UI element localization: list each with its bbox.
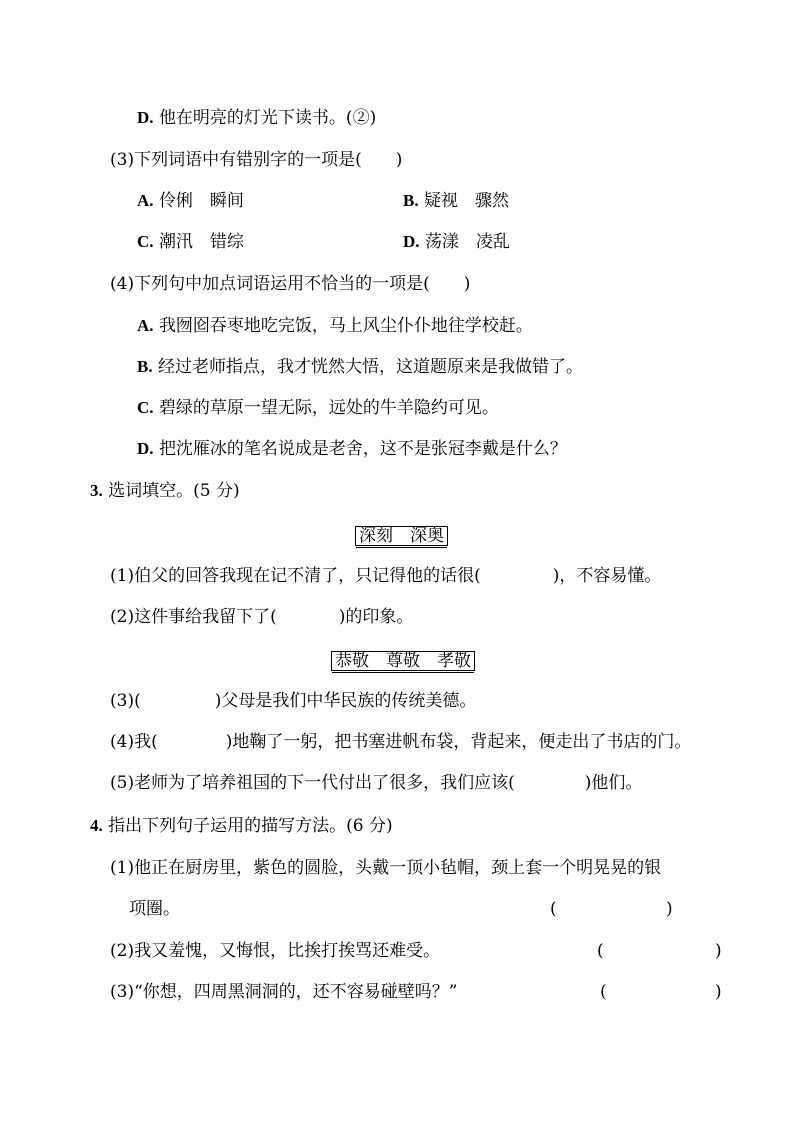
option-letter: A. [137, 316, 154, 335]
q4-item-3-answer-close: ) [715, 982, 722, 1002]
q2-3-option-b [403, 191, 509, 211]
option-text: 潮汛 错综 [158, 232, 244, 252]
option-text: 经过老师指点，我才恍然大悟，这道题原来是我做错了。 [158, 357, 583, 377]
word-box-1: 深刻 深奥 [355, 526, 448, 546]
option-text: 我囫囵吞枣地吃完饭，马上风尘仆仆地往学校赶。 [158, 316, 533, 336]
q3-item-5 [110, 773, 642, 793]
q4-item-1-answer-open: ( [550, 899, 557, 919]
option-letter: D. [137, 439, 154, 458]
q3-item-3 [110, 691, 476, 711]
item-text-after: )地鞠了一躬，把书塞进帆布袋，背起来，便走出了书店的门。 [225, 732, 692, 752]
item-text-before: (3)( [110, 691, 141, 711]
question-title: 指出下列句子运用的描写方法。(6 分) [108, 816, 393, 836]
option-letter: D. [137, 108, 154, 127]
option-text: 把沈雁冰的笔名说成是老舍，这不是张冠李戴是什么？ [158, 439, 567, 459]
q2-4-option-c [137, 398, 499, 418]
q3-item-4 [110, 732, 691, 752]
question-number: 4. [90, 816, 103, 835]
option-letter: C. [137, 398, 154, 417]
option-text: 碧绿的草原一望无际，远处的牛羊隐约可见。 [158, 398, 499, 418]
q3-item-2 [110, 607, 413, 627]
q2-3-option-c [137, 232, 244, 252]
q4-item-3: (3)“你想，四周黑洞洞的，还不容易碰壁吗？” [110, 982, 458, 1002]
q4-item-2-answer-open: ( [597, 941, 604, 961]
question-number: 3. [90, 481, 103, 500]
item-text-before: (4)我( [110, 732, 158, 752]
q2-3-option-d [403, 232, 510, 252]
word-box-2: 恭敬 尊敬 孝敬 [331, 651, 475, 671]
item-text-after: )他们。 [584, 773, 643, 793]
option-letter: B. [403, 191, 419, 210]
item-text-before: (5)老师为了培养祖国的下一代付出了很多，我们应该( [110, 773, 515, 793]
option-text: 荡漾 凌乱 [424, 232, 510, 252]
q4-item-2-answer-close: ) [715, 941, 722, 961]
q2-d-option [137, 108, 376, 128]
q4-item-2: (2)我又羞愧，又悔恨，比挨打挨骂还难受。 [110, 941, 441, 961]
option-letter: B. [137, 357, 153, 376]
q3-heading [90, 481, 240, 501]
q4-item-3-answer-open: ( [600, 982, 607, 1002]
q2-4-option-d [137, 439, 567, 459]
option-letter: C. [137, 232, 154, 251]
option-letter: A. [137, 191, 154, 210]
q2-4-option-b [137, 357, 583, 377]
q2-3-stem: (3)下列词语中有错别字的一项是( ) [110, 150, 403, 170]
q4-item-1-answer-close: ) [666, 899, 673, 919]
item-text-after: )父母是我们中华民族的传统美德。 [214, 691, 477, 711]
q4-item-1-line-1: (1)他正在厨房里，紫色的圆脸，头戴一顶小毡帽，颈上套一个明晃晃的银 [110, 858, 662, 878]
q4-item-1-line-2: 项圈。 [129, 899, 180, 919]
item-text-after: )，不容易懂。 [552, 566, 662, 586]
item-text-before: (2)这件事给我留下了( [110, 607, 277, 627]
question-title: 选词填空。(5 分) [108, 481, 240, 501]
q2-4-option-a [137, 316, 533, 336]
item-text-after: )的印象。 [338, 607, 414, 627]
option-text: 他在明亮的灯光下读书。(②) [158, 108, 377, 128]
q2-3-option-a [137, 191, 244, 211]
option-letter: D. [403, 232, 420, 251]
option-text: 伶俐 瞬间 [158, 191, 244, 211]
q4-heading [90, 816, 393, 836]
q3-item-1 [110, 566, 661, 586]
item-text-before: (1)伯父的回答我现在记不清了，只记得他的话很( [110, 566, 481, 586]
q2-4-stem: (4)下列句中加点词语运用不恰当的一项是( ) [110, 274, 471, 294]
option-text: 疑视 骤然 [424, 191, 509, 211]
